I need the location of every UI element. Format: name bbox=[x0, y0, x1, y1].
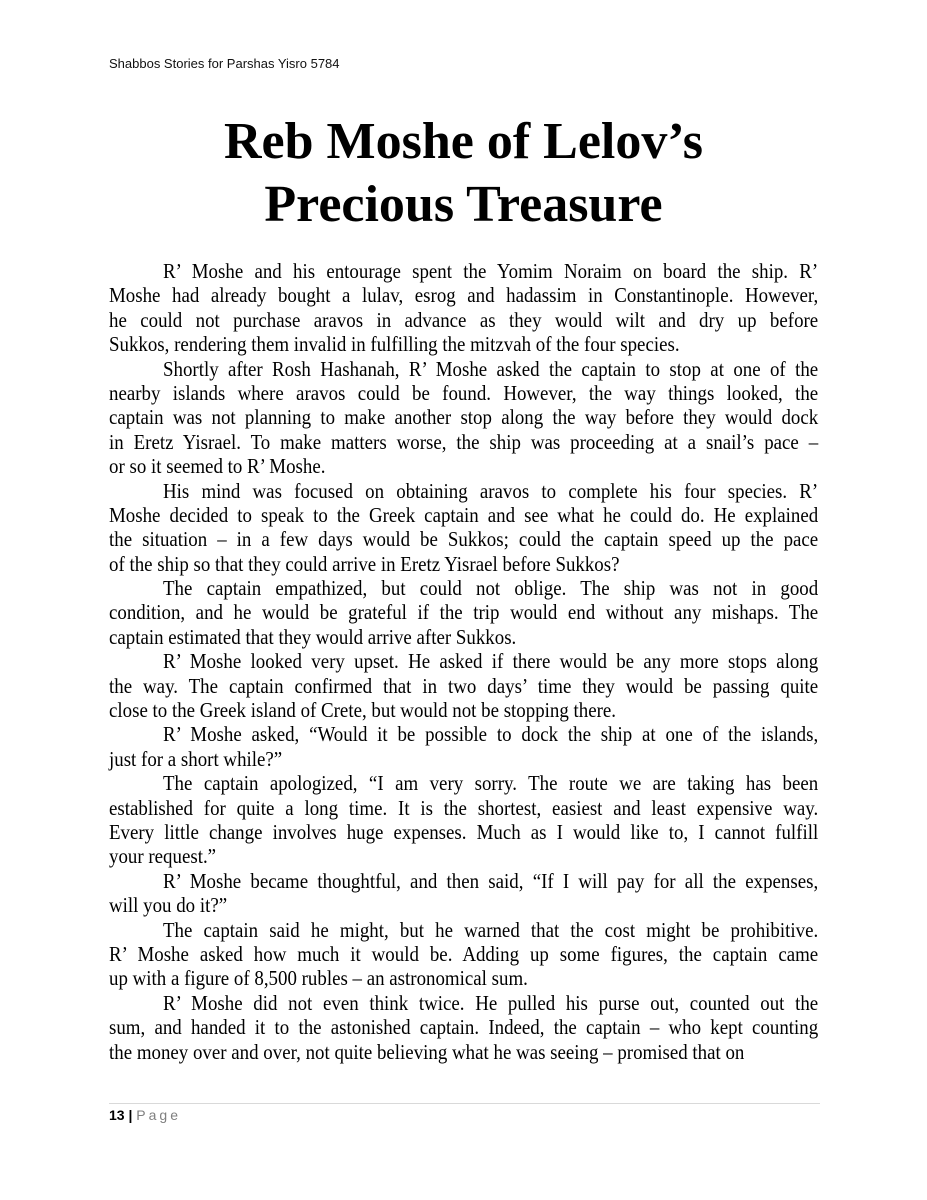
paragraph bbox=[109, 576, 818, 649]
text-line: captain was not planning to make another stop along the way before they would dock bbox=[109, 405, 819, 430]
paragraph bbox=[109, 649, 818, 722]
running-header: Shabbos Stories for Parshas Yisro 5784 bbox=[109, 56, 340, 71]
text-line: Moshe had already bought a lulav, esrog and hadassim in Constantinople. However, bbox=[109, 283, 819, 308]
paragraph bbox=[109, 357, 818, 479]
text-line: or so it seemed to R’ Moshe. bbox=[109, 454, 326, 479]
text-line: R’ Moshe did not even think twice. He pulled his purse out, counted out the bbox=[163, 990, 819, 1015]
footer-separator: | bbox=[124, 1107, 137, 1123]
text-line: Sukkos, rendering them invalid in fulfilling the mitzvah of the four species. bbox=[109, 332, 680, 357]
text-line: will you do it?” bbox=[109, 893, 228, 918]
text-line: Moshe decided to speak to the Greek captain and see what he could do. He explained bbox=[109, 502, 819, 527]
text-line: The captain apologized, “I am very sorry. The route we are taking has been bbox=[163, 771, 819, 796]
text-line: sum, and handed it to the astonished captain. Indeed, the captain – who kept counting bbox=[109, 1015, 819, 1040]
text-line: Every little change involves huge expenses. Much as I would like to, I cannot fulfill bbox=[109, 819, 819, 844]
paragraph bbox=[109, 259, 818, 357]
text-line: established for quite a long time. It is the shortest, easiest and least expensive way. bbox=[109, 795, 819, 820]
text-line: in Eretz Yisrael. To make matters worse, the ship was proceeding at a snail’s pace – bbox=[109, 429, 819, 454]
title-line: Reb Moshe of Lelov’s bbox=[223, 113, 704, 170]
text-line: nearby islands where aravos could be found. However, the way things looked, the bbox=[109, 380, 819, 405]
text-line: condition, and he would be grateful if the trip would end without any mishaps. The bbox=[109, 600, 819, 625]
page-label: Page bbox=[136, 1107, 181, 1123]
text-line: just for a short while?” bbox=[109, 746, 283, 771]
text-line: Shortly after Rosh Hashanah, R’ Moshe asked the captain to stop at one of the bbox=[163, 356, 819, 381]
paragraph bbox=[109, 722, 818, 771]
page-footer bbox=[109, 1107, 181, 1123]
text-line: of the ship so that they could arrive in Eretz Yisrael before Sukkos? bbox=[109, 551, 620, 576]
page-number: 13 bbox=[109, 1107, 125, 1123]
paragraph bbox=[109, 918, 818, 991]
footer-divider bbox=[109, 1103, 820, 1104]
paragraph bbox=[109, 869, 818, 918]
text-line: up with a figure of 8,500 rubles – an astronomical sum. bbox=[109, 966, 528, 991]
text-line: your request.” bbox=[109, 844, 217, 869]
text-line: R’ Moshe looked very upset. He asked if there would be any more stops along bbox=[163, 649, 819, 674]
text-line: His mind was focused on obtaining aravos to complete his four species. R’ bbox=[163, 478, 819, 503]
text-line: the way. The captain confirmed that in two days’ time they would be passing quite bbox=[109, 673, 819, 698]
text-line: R’ Moshe became thoughtful, and then said, “If I will pay for all the expenses, bbox=[163, 868, 819, 893]
paragraph bbox=[109, 771, 818, 869]
text-line: R’ Moshe asked, “Would it be possible to dock the ship at one of the islands, bbox=[163, 722, 819, 747]
title-line: Precious Treasure bbox=[264, 176, 663, 233]
text-line: the situation – in a few days would be Sukkos; could the captain speed up the pace bbox=[109, 527, 819, 552]
text-line: captain estimated that they would arrive after Sukkos. bbox=[109, 624, 517, 649]
text-line: R’ Moshe asked how much it would be. Adding up some figures, the captain came bbox=[109, 941, 819, 966]
paragraph bbox=[109, 991, 818, 1064]
text-line: close to the Greek island of Crete, but would not be stopping there. bbox=[109, 698, 617, 723]
text-line: The captain said he might, but he warned that the cost might be prohibitive. bbox=[163, 917, 819, 942]
story-body bbox=[109, 259, 818, 1064]
story-title bbox=[0, 110, 927, 236]
text-line: R’ Moshe and his entourage spent the Yomim Noraim on board the ship. R’ bbox=[163, 259, 819, 283]
text-line: the money over and over, not quite believing what he was seeing – promised that on bbox=[109, 1039, 745, 1064]
text-line: he could not purchase aravos in advance as they would wilt and dry up before bbox=[109, 307, 819, 332]
paragraph bbox=[109, 479, 818, 577]
text-line: The captain empathized, but could not oblige. The ship was not in good bbox=[163, 576, 819, 601]
